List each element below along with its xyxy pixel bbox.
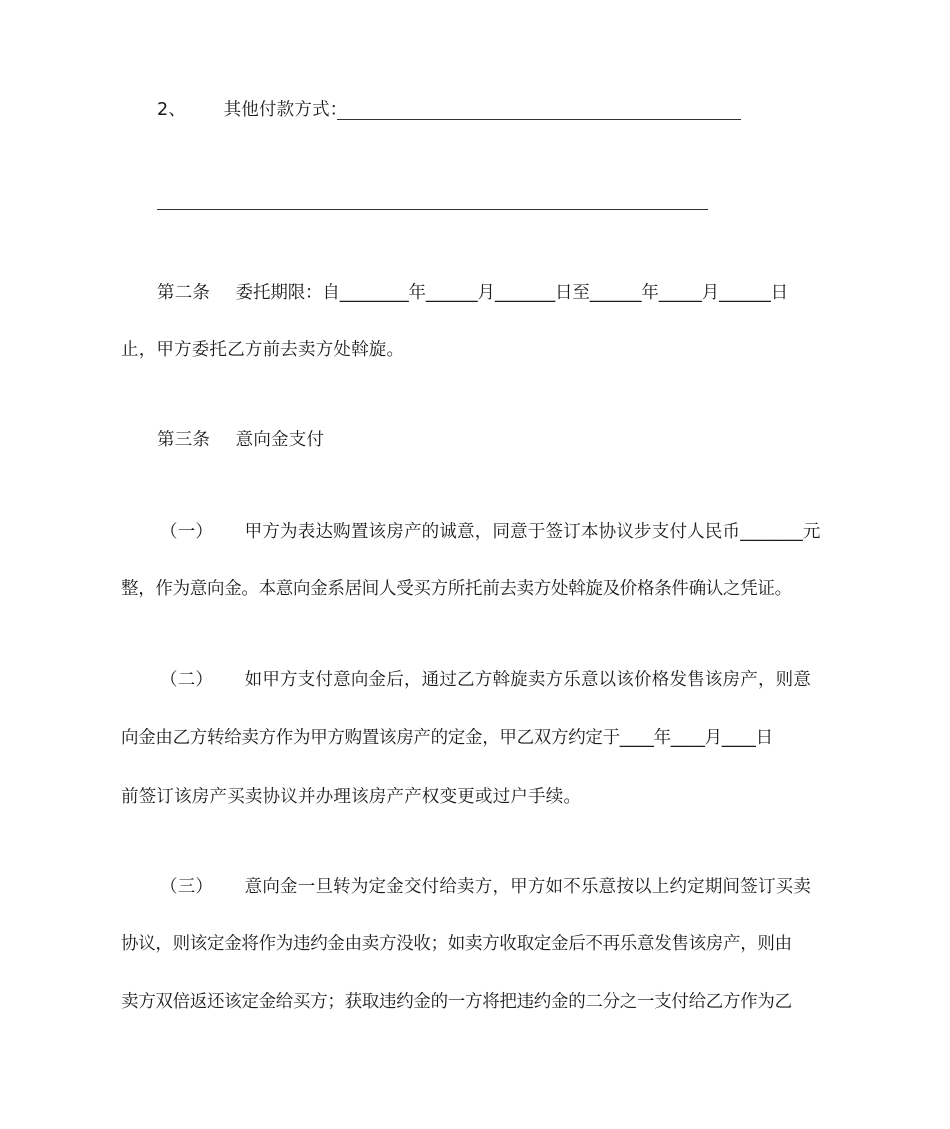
- clause-1-text-2: 整，作为意向金。本意向金系居间人受买方所托前去卖方处斡旋及价格条件确认之凭证。: [121, 579, 792, 599]
- clause-3-line-2: [121, 932, 792, 956]
- clause-2-line-3: [121, 785, 581, 809]
- article-2-line-1: [157, 281, 788, 305]
- article-2-text-2: 止，甲方委托乙方前去卖方处斡旋。: [121, 340, 405, 360]
- clause-3-line-1: [160, 875, 811, 899]
- clause-2-number: （二）: [160, 670, 214, 690]
- payment-method-blank-2: [157, 209, 708, 210]
- clause-2-text-3: 前签订该房产买卖协议并办理该房产产权变更或过户手续。: [121, 787, 582, 807]
- clause-2-text-1: 如甲方支付意向金后，通过乙方斡旋卖方乐意以该价格发售该房产，则意: [244, 670, 812, 690]
- article-3-title: 第三条: [157, 430, 211, 450]
- item-2-number: 2、: [157, 100, 187, 120]
- clause-1-text-1: 甲方为表达购置该房产的诚意，同意于签订本协议步支付人民币_______元: [244, 522, 821, 542]
- clause-1-number: （一）: [160, 522, 214, 542]
- clause-3-text-3: 卖方双倍返还该定金给买方；获取违约金的一方将把违约金的二分之一支付给乙方作为乙: [121, 992, 792, 1012]
- clause-2-line-1: [160, 668, 811, 692]
- clause-2-line-2: [121, 726, 773, 750]
- clause-3-line-3: [121, 990, 792, 1014]
- clause-3-number: （三）: [160, 877, 214, 897]
- article-3-heading-line: [157, 428, 324, 452]
- article-2-text-1: 委托期限：自________年______月_______日至______年_____月______日: [235, 283, 788, 303]
- clause-1-line-1: [160, 520, 821, 544]
- clause-3-text-1: 意向金一旦转为定金交付给卖方，甲方如不乐意按以上约定期间签订买卖: [244, 877, 812, 897]
- item-2-line: [157, 98, 347, 122]
- item-2-label: 其他付款方式：: [223, 100, 348, 120]
- article-2-line-2: [121, 338, 404, 362]
- clause-2-text-2: 向金由乙方转给卖方作为甲方购置该房产的定金，甲乙双方约定于____年____月____日: [121, 728, 773, 748]
- clause-1-line-2: [121, 577, 792, 601]
- payment-method-blank-1: [337, 119, 741, 120]
- article-3-heading: 意向金支付: [235, 430, 325, 450]
- article-2-title: 第二条: [157, 283, 211, 303]
- clause-3-text-2: 协议，则该定金将作为违约金由卖方没收；如卖方收取定金后不再乐意发售该房产，则由: [121, 934, 792, 954]
